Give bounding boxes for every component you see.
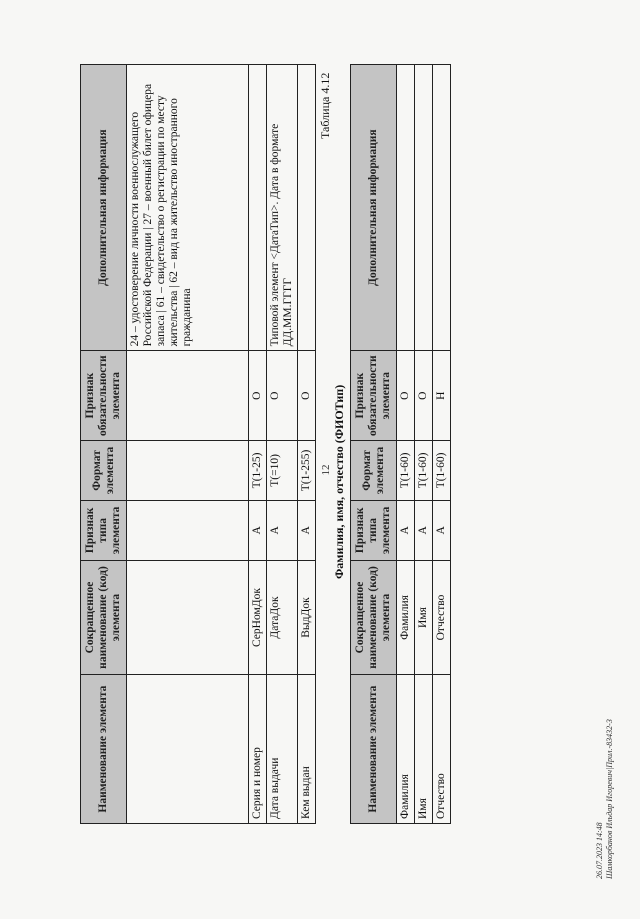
cell-code: Фамилия xyxy=(397,560,415,674)
cell-name: Имя xyxy=(415,675,433,824)
cell-info xyxy=(298,65,316,351)
table-row xyxy=(267,65,298,824)
header-format: Формат элемента xyxy=(81,440,127,500)
cell-name: Дата выдачи xyxy=(267,675,298,824)
cell-name: Отчество xyxy=(433,675,451,824)
cell-required: Н xyxy=(433,351,451,441)
cell-required: О xyxy=(249,351,267,441)
footer-signer: Шамкорбанов Ильдар Игоревич|Прил.-83432-3 xyxy=(605,719,614,879)
document-table-1 xyxy=(80,64,316,824)
cell-format: Т(1-60) xyxy=(397,440,415,500)
cell-format: Т(1-60) xyxy=(415,440,433,500)
cell-type: А xyxy=(298,500,316,560)
header-name: Наименование элемента xyxy=(81,675,127,824)
header-type: Признак типа элемента xyxy=(81,500,127,560)
table-label: Таблица 4.12 xyxy=(318,72,332,139)
cell-info: 24 – удостоверение личности военнослужащего Российской Федерации | 27 – военный билет офицера запаса | 61 – свидетельство о регистрации по месту жительства | 62 – вид на жительство иностранного гражданина xyxy=(127,65,249,351)
cell-type: А xyxy=(397,500,415,560)
header-code: Сокращенное наименование (код) элемента xyxy=(351,560,397,674)
table-header-row xyxy=(81,65,127,824)
cell-info xyxy=(397,65,415,351)
cell-format: Т(=10) xyxy=(267,440,298,500)
header-format: Формат элемента xyxy=(351,440,397,500)
header-info: Дополнительная информация xyxy=(81,65,127,351)
cell-type: А xyxy=(249,500,267,560)
cell-info xyxy=(433,65,451,351)
cell-info xyxy=(249,65,267,351)
cell-info xyxy=(415,65,433,351)
cell-name xyxy=(127,675,249,824)
cell-info: Типовой элемент <ДатаТип>. Дата в формате ДД.ММ.ГГГГ xyxy=(267,65,298,351)
cell-code: Имя xyxy=(415,560,433,674)
cell-required: О xyxy=(298,351,316,441)
cell-format: Т(1-60) xyxy=(433,440,451,500)
cell-type: А xyxy=(433,500,451,560)
signature-footer xyxy=(595,719,615,879)
cell-code: СерНомДок xyxy=(249,560,267,674)
document-table-2 xyxy=(350,64,451,824)
cell-code: ДатаДок xyxy=(267,560,298,674)
cell-required: О xyxy=(267,351,298,441)
cell-type: А xyxy=(267,500,298,560)
cell-format: Т(1-255) xyxy=(298,440,316,500)
header-type: Признак типа элемента xyxy=(351,500,397,560)
cell-name: Фамилия xyxy=(397,675,415,824)
header-required: Признак обязательности элемента xyxy=(81,351,127,441)
header-code: Сокращенное наименование (код) элемента xyxy=(81,560,127,674)
table-row xyxy=(433,65,451,824)
footer-date: 26.07.2023 14:48 xyxy=(595,822,604,879)
table-row xyxy=(127,65,249,824)
cell-name: Кем выдан xyxy=(298,675,316,824)
cell-format xyxy=(127,440,249,500)
cell-name: Серия и номер xyxy=(249,675,267,824)
cell-format: Т(1-25) xyxy=(249,440,267,500)
cell-required: О xyxy=(415,351,433,441)
table-header-row xyxy=(351,65,397,824)
cell-code: ВыдДок xyxy=(298,560,316,674)
cell-type xyxy=(127,500,249,560)
header-required: Признак обязательности элемента xyxy=(351,351,397,441)
table-row xyxy=(415,65,433,824)
table-title: Фамилия, имя, отчество (ФИОТип) xyxy=(332,384,346,579)
header-name: Наименование элемента xyxy=(351,675,397,824)
table-row xyxy=(397,65,415,824)
page-number: 12 xyxy=(320,464,332,476)
table-row xyxy=(298,65,316,824)
cell-code xyxy=(127,560,249,674)
cell-type: А xyxy=(415,500,433,560)
header-info: Дополнительная информация xyxy=(351,65,397,351)
cell-required xyxy=(127,351,249,441)
table-row xyxy=(249,65,267,824)
cell-code: Отчество xyxy=(433,560,451,674)
cell-required: О xyxy=(397,351,415,441)
